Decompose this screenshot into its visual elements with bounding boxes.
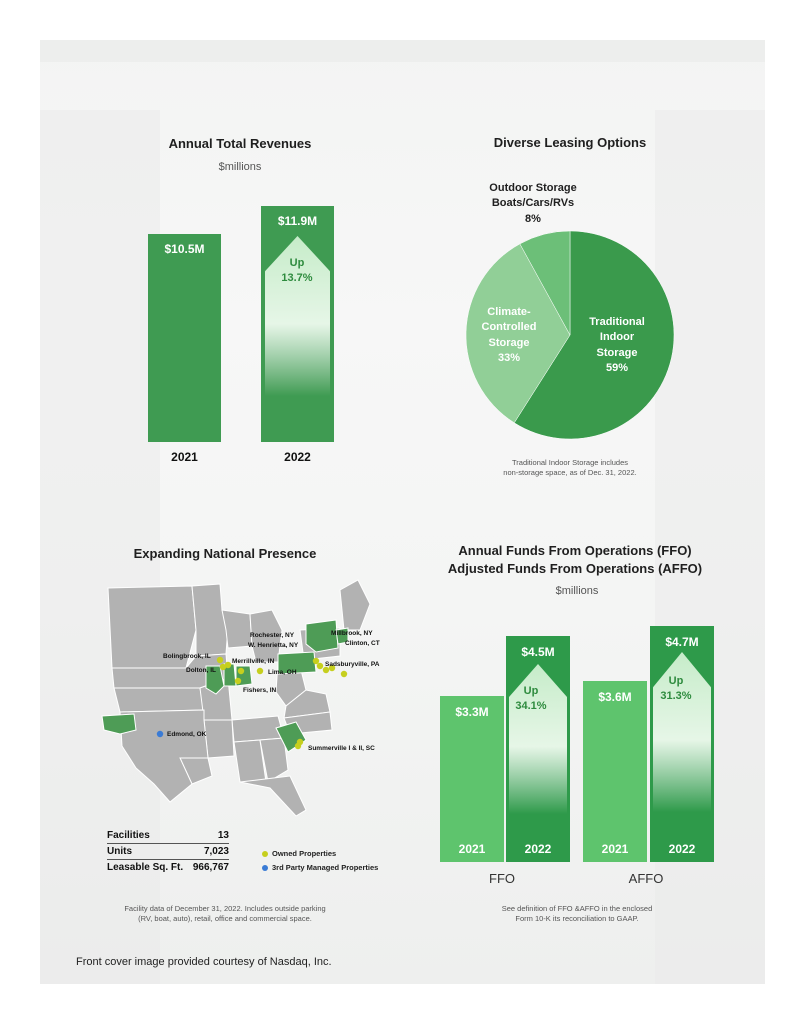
owned-property-dot bbox=[257, 668, 263, 674]
owned-property-dot bbox=[317, 663, 323, 669]
map-location-label: Clinton, CT bbox=[345, 640, 380, 647]
ffo-note-line-1: See definition of FFO &AFFO in the enclosed bbox=[501, 904, 653, 913]
stat-facilities bbox=[107, 828, 229, 844]
revenue-year-label: 2021 bbox=[171, 450, 198, 464]
map-location-label: Edmond, OK bbox=[167, 731, 207, 738]
pie-label-line: Storage bbox=[488, 336, 530, 349]
us-map bbox=[100, 570, 400, 820]
legend-owned bbox=[262, 849, 336, 858]
pie-label-2 bbox=[464, 305, 554, 367]
pie-label-line: Indoor bbox=[599, 331, 635, 344]
pie-label-line: Traditional bbox=[589, 316, 645, 328]
stat-sqft-label: Leasable Sq. Ft. bbox=[107, 862, 184, 873]
revenue-arrow-text bbox=[262, 256, 332, 286]
pie-label-3 bbox=[468, 181, 598, 227]
affo-group-label: AFFO bbox=[628, 871, 664, 886]
legend-owned-label: Owned Properties bbox=[272, 849, 337, 858]
managed-property-dot bbox=[157, 731, 163, 737]
ffo-unit: $millions bbox=[555, 585, 599, 597]
pie-label-pct: 33% bbox=[497, 352, 521, 365]
legend-managed bbox=[262, 863, 378, 872]
ffo-group-label: FFO bbox=[489, 871, 515, 886]
pie-label-pct: 59% bbox=[605, 362, 629, 375]
bar-value-label: $3.3M bbox=[455, 705, 489, 720]
map-location-label: Rochester, NY bbox=[250, 632, 295, 639]
leasing-note-line-2: non-storage space, as of Dec. 31, 2022. bbox=[503, 468, 637, 478]
map-region-florida bbox=[240, 776, 306, 816]
presence-title: Expanding National Presence bbox=[133, 546, 317, 561]
map-location-label: Dolton, IL bbox=[186, 667, 216, 674]
presence-note bbox=[100, 904, 350, 924]
ffo-arrow-up: Up bbox=[523, 685, 539, 697]
owned-dot-icon bbox=[262, 851, 268, 857]
managed-dot-icon bbox=[262, 865, 268, 871]
map-location-label: Millbrook, NY bbox=[331, 630, 373, 637]
pie-label-pct: 8% bbox=[525, 212, 541, 225]
stat-facilities-label: Facilities bbox=[107, 830, 150, 841]
bar-year-label: 2021 bbox=[458, 842, 486, 856]
revenue-bar-value: $10.5M bbox=[164, 241, 205, 256]
stat-units-label: Units bbox=[107, 846, 132, 857]
map-location-label: Fishers, IN bbox=[243, 687, 277, 694]
owned-property-dot bbox=[225, 662, 231, 668]
stat-sqft bbox=[107, 860, 229, 876]
legend-managed-label: 3rd Party Managed Properties bbox=[272, 863, 379, 872]
map-region-minnesota bbox=[192, 584, 228, 656]
ffo-bar-2021 bbox=[440, 696, 504, 862]
stat-units bbox=[107, 844, 229, 860]
stat-sqft-value: 966,767 bbox=[192, 862, 229, 873]
ffo-note bbox=[462, 904, 692, 924]
pie-label-1 bbox=[572, 315, 662, 377]
ffo-title-line-1: Annual Funds From Operations (FFO) bbox=[458, 543, 692, 558]
map-location-label: Summerville I & II, SC bbox=[308, 745, 375, 752]
revenue-unit: $millions bbox=[218, 161, 262, 173]
ffo-note-line-2: Form 10-K its reconciliation to GAAP. bbox=[515, 914, 639, 924]
map-location-label: W. Henrietta, NY bbox=[248, 642, 299, 649]
ceiling-beam bbox=[40, 40, 765, 62]
revenue-arrow-pct: 13.7% bbox=[281, 271, 313, 284]
map-region-arkansas bbox=[204, 720, 234, 758]
pie-label-line: Storage bbox=[596, 346, 638, 359]
affo-arrow-pct: 31.3% bbox=[660, 689, 692, 702]
owned-property-dot bbox=[217, 657, 223, 663]
affo-bar-2021 bbox=[583, 681, 647, 862]
revenue-title: Annual Total Revenues bbox=[168, 136, 312, 151]
pie-label-line: Boats/Cars/RVs bbox=[491, 197, 575, 210]
pie-label-line: Outdoor Storage bbox=[489, 182, 577, 194]
map-region-kansas bbox=[114, 688, 204, 712]
owned-property-dot bbox=[235, 678, 241, 684]
leasing-title: Diverse Leasing Options bbox=[493, 135, 647, 150]
map-location-label: Sadsburyville, PA bbox=[325, 661, 380, 668]
revenue-bar-value: $11.9M bbox=[277, 214, 318, 228]
leasing-note-line-1: Traditional Indoor Storage includes bbox=[511, 458, 629, 467]
presence-note-line-1: Facility data of December 31, 2022. Includes outside parking bbox=[124, 904, 326, 913]
owned-property-dot bbox=[295, 743, 301, 749]
revenue-arrow-up: Up bbox=[289, 257, 305, 269]
owned-property-dot bbox=[238, 668, 244, 674]
pie-label-line: Controlled bbox=[481, 321, 537, 334]
revenue-year-label: 2022 bbox=[284, 450, 311, 464]
ffo-title-line-2: Adjusted Funds From Operations (AFFO) bbox=[447, 561, 703, 576]
bar-value-label: $4.7M bbox=[665, 635, 699, 649]
map-region-new-england bbox=[340, 580, 370, 630]
owned-property-dot bbox=[341, 671, 347, 677]
map-location-label: Lima, OH bbox=[268, 669, 297, 676]
affo-arrow-text bbox=[650, 674, 702, 704]
map-location-label: Bolingbrook, IL bbox=[163, 653, 211, 660]
bar-value-label: $3.6M bbox=[598, 690, 632, 705]
leasing-note bbox=[470, 458, 670, 478]
bar-year-label: 2022 bbox=[668, 842, 696, 856]
revenue-bar-2021 bbox=[148, 234, 221, 442]
map-region-oklahoma bbox=[102, 714, 136, 734]
bar-year-label: 2022 bbox=[524, 842, 552, 856]
ffo-arrow-text bbox=[505, 684, 557, 714]
presence-note-line-2: (RV, boat, auto), retail, office and commercial space. bbox=[138, 914, 312, 924]
map-location-label: Merrillville, IN bbox=[232, 658, 275, 665]
ffo-arrow-pct: 34.1% bbox=[515, 699, 547, 712]
stat-units-value: 7,023 bbox=[203, 846, 229, 857]
bar-value-label: $4.5M bbox=[521, 645, 555, 660]
pie-label-line: Climate- bbox=[487, 306, 531, 318]
bar-year-label: 2021 bbox=[601, 842, 629, 856]
owned-property-dot bbox=[313, 658, 319, 664]
footer-credit: Front cover image provided courtesy of Nasdaq, Inc. bbox=[76, 956, 332, 968]
stat-facilities-value: 13 bbox=[217, 830, 229, 841]
affo-arrow-up: Up bbox=[668, 675, 684, 687]
